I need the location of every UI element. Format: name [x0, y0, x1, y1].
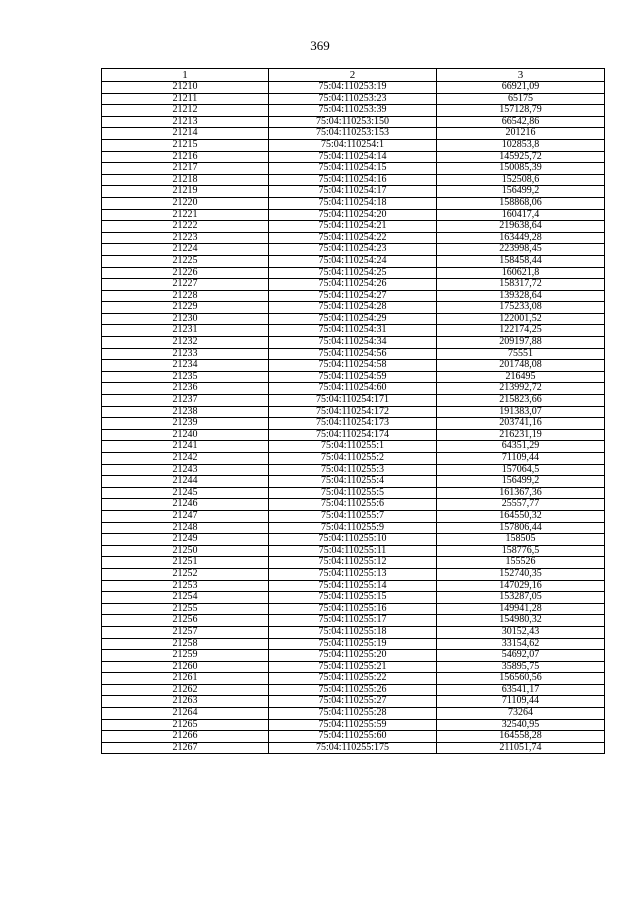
table-cell: 156499,2 — [437, 476, 605, 488]
table-cell: 21251 — [102, 557, 269, 569]
table-cell: 75:04:110254:20 — [269, 209, 437, 221]
table-cell: 21216 — [102, 151, 269, 163]
table-cell: 21245 — [102, 487, 269, 499]
table-cell: 75:04:110255:19 — [269, 638, 437, 650]
table-cell: 223998,45 — [437, 244, 605, 256]
table-cell: 21240 — [102, 429, 269, 441]
table-cell: 21231 — [102, 325, 269, 337]
table-row — [102, 290, 605, 302]
table-row — [102, 731, 605, 743]
table-cell: 75:04:110254:56 — [269, 348, 437, 360]
table-cell: 75:04:110255:10 — [269, 534, 437, 546]
table-row — [102, 383, 605, 395]
table-cell: 33154,62 — [437, 638, 605, 650]
table-cell: 75:04:110254:60 — [269, 383, 437, 395]
table-body — [102, 82, 605, 754]
table-row — [102, 673, 605, 685]
table-cell: 155526 — [437, 557, 605, 569]
table-cell: 75:04:110255:21 — [269, 661, 437, 673]
table-cell: 160417,4 — [437, 209, 605, 221]
table-cell: 157128,79 — [437, 105, 605, 117]
table-cell: 73264 — [437, 708, 605, 720]
table-cell: 158868,06 — [437, 197, 605, 209]
table-row — [102, 371, 605, 383]
table-row — [102, 128, 605, 140]
table-cell: 21253 — [102, 580, 269, 592]
table-cell: 75:04:110254:22 — [269, 232, 437, 244]
data-table — [101, 68, 605, 754]
table-cell: 21239 — [102, 418, 269, 430]
table-row — [102, 139, 605, 151]
table-cell: 21221 — [102, 209, 269, 221]
table-cell: 21229 — [102, 302, 269, 314]
table-cell: 21242 — [102, 453, 269, 465]
table-row — [102, 742, 605, 754]
table-cell: 154980,32 — [437, 615, 605, 627]
table-cell: 75:04:110255:6 — [269, 499, 437, 511]
table-cell: 75:04:110254:26 — [269, 279, 437, 291]
table-cell: 21249 — [102, 534, 269, 546]
table-cell: 75:04:110255:3 — [269, 464, 437, 476]
table-cell: 75:04:110255:16 — [269, 603, 437, 615]
table-cell: 75:04:110255:175 — [269, 742, 437, 754]
table-cell: 32540,95 — [437, 719, 605, 731]
table-cell: 21237 — [102, 395, 269, 407]
table-cell: 158317,72 — [437, 279, 605, 291]
table-row — [102, 476, 605, 488]
table-row — [102, 116, 605, 128]
table-cell: 153287,05 — [437, 592, 605, 604]
table-row — [102, 580, 605, 592]
table-cell: 35895,75 — [437, 661, 605, 673]
table-cell: 21254 — [102, 592, 269, 604]
table-cell: 152740,35 — [437, 568, 605, 580]
table-cell: 21227 — [102, 279, 269, 291]
table-cell: 21224 — [102, 244, 269, 256]
table-row — [102, 510, 605, 522]
table-row — [102, 487, 605, 499]
table-cell: 64351,29 — [437, 441, 605, 453]
table-cell: 191383,07 — [437, 406, 605, 418]
table-row — [102, 186, 605, 198]
table-cell: 75:04:110254:58 — [269, 360, 437, 372]
table-cell: 75:04:110254:16 — [269, 174, 437, 186]
table-cell: 75:04:110253:153 — [269, 128, 437, 140]
table-row — [102, 197, 605, 209]
table-cell: 21212 — [102, 105, 269, 117]
table-cell: 21222 — [102, 221, 269, 233]
table-cell: 21266 — [102, 731, 269, 743]
table-cell: 215823,66 — [437, 395, 605, 407]
column-header: 3 — [437, 69, 605, 82]
table-cell: 75:04:110255:17 — [269, 615, 437, 627]
table-cell: 21233 — [102, 348, 269, 360]
table-row — [102, 348, 605, 360]
table-cell: 21219 — [102, 186, 269, 198]
table-cell: 201748,08 — [437, 360, 605, 372]
table-cell: 21232 — [102, 337, 269, 349]
table-row — [102, 395, 605, 407]
table-cell: 21238 — [102, 406, 269, 418]
table-cell: 21223 — [102, 232, 269, 244]
table-cell: 122001,52 — [437, 313, 605, 325]
table-cell: 203741,16 — [437, 418, 605, 430]
table-cell: 156499,2 — [437, 186, 605, 198]
table-row — [102, 255, 605, 267]
table-row — [102, 708, 605, 720]
table-cell: 54692,07 — [437, 650, 605, 662]
table-cell: 75:04:110254:171 — [269, 395, 437, 407]
table-cell: 21235 — [102, 371, 269, 383]
table-cell: 102853,8 — [437, 139, 605, 151]
table-row — [102, 603, 605, 615]
table-cell: 66542,86 — [437, 116, 605, 128]
table-cell: 75:04:110253:39 — [269, 105, 437, 117]
table-row — [102, 244, 605, 256]
table-cell: 75:04:110255:11 — [269, 545, 437, 557]
table-cell: 75:04:110254:173 — [269, 418, 437, 430]
table-cell: 139328,64 — [437, 290, 605, 302]
table-row — [102, 557, 605, 569]
table-cell: 216231,19 — [437, 429, 605, 441]
table-row — [102, 221, 605, 233]
table-row — [102, 499, 605, 511]
table-cell: 75:04:110255:20 — [269, 650, 437, 662]
table-cell: 21246 — [102, 499, 269, 511]
table-cell: 75:04:110254:15 — [269, 163, 437, 175]
table-row — [102, 360, 605, 372]
table-cell: 201216 — [437, 128, 605, 140]
table-cell: 122174,25 — [437, 325, 605, 337]
table-row — [102, 337, 605, 349]
table-cell: 21210 — [102, 82, 269, 94]
table-cell: 75:04:110255:26 — [269, 684, 437, 696]
column-header: 2 — [269, 69, 437, 82]
table-cell: 21267 — [102, 742, 269, 754]
table-cell: 75:04:110254:28 — [269, 302, 437, 314]
table-cell: 21213 — [102, 116, 269, 128]
table-row — [102, 209, 605, 221]
table-cell: 158458,44 — [437, 255, 605, 267]
table-cell: 160621,8 — [437, 267, 605, 279]
table-cell: 21260 — [102, 661, 269, 673]
table-row — [102, 638, 605, 650]
table-row — [102, 534, 605, 546]
table-row — [102, 696, 605, 708]
table-row — [102, 163, 605, 175]
table-cell: 75:04:110253:19 — [269, 82, 437, 94]
table-cell: 75:04:110255:27 — [269, 696, 437, 708]
table-cell: 75:04:110255:5 — [269, 487, 437, 499]
table-cell: 75:04:110255:14 — [269, 580, 437, 592]
table-row — [102, 453, 605, 465]
table-cell: 164558,28 — [437, 731, 605, 743]
table-cell: 150085,39 — [437, 163, 605, 175]
table-cell: 21230 — [102, 313, 269, 325]
table-cell: 21244 — [102, 476, 269, 488]
table-cell: 75:04:110254:1 — [269, 139, 437, 151]
table-cell: 71109,44 — [437, 696, 605, 708]
table-cell: 147029,16 — [437, 580, 605, 592]
table-cell: 65175 — [437, 93, 605, 105]
table-cell: 75:04:110254:18 — [269, 197, 437, 209]
table-cell: 63541,17 — [437, 684, 605, 696]
table-cell: 75:04:110254:29 — [269, 313, 437, 325]
table-cell: 75:04:110255:59 — [269, 719, 437, 731]
table-row — [102, 592, 605, 604]
table-cell: 30152,43 — [437, 626, 605, 638]
table-cell: 75:04:110254:31 — [269, 325, 437, 337]
table-cell: 149941,28 — [437, 603, 605, 615]
table-cell: 21258 — [102, 638, 269, 650]
column-header: 1 — [102, 69, 269, 82]
table-cell: 21259 — [102, 650, 269, 662]
table-cell: 75:04:110255:18 — [269, 626, 437, 638]
table-cell: 75:04:110254:17 — [269, 186, 437, 198]
table-cell: 21220 — [102, 197, 269, 209]
table-cell: 21226 — [102, 267, 269, 279]
table-cell: 75:04:110254:24 — [269, 255, 437, 267]
table-row — [102, 626, 605, 638]
table-row — [102, 661, 605, 673]
table-cell: 75:04:110255:13 — [269, 568, 437, 580]
table-cell: 75:04:110255:12 — [269, 557, 437, 569]
table-row — [102, 406, 605, 418]
table-row — [102, 568, 605, 580]
table-cell: 75:04:110255:60 — [269, 731, 437, 743]
table-row — [102, 267, 605, 279]
table-cell: 75551 — [437, 348, 605, 360]
table-row — [102, 429, 605, 441]
table-row — [102, 325, 605, 337]
table-cell: 75:04:110255:22 — [269, 673, 437, 685]
table-cell: 209197,88 — [437, 337, 605, 349]
table-cell: 157064,5 — [437, 464, 605, 476]
table-cell: 158776,5 — [437, 545, 605, 557]
table-cell: 21214 — [102, 128, 269, 140]
table-row — [102, 93, 605, 105]
table-cell: 75:04:110254:14 — [269, 151, 437, 163]
table-row — [102, 719, 605, 731]
table-cell: 21255 — [102, 603, 269, 615]
table-cell: 75:04:110255:7 — [269, 510, 437, 522]
table-row — [102, 418, 605, 430]
table-row — [102, 545, 605, 557]
table-cell: 21261 — [102, 673, 269, 685]
table-cell: 163449,28 — [437, 232, 605, 244]
table-cell: 21265 — [102, 719, 269, 731]
table-cell: 158505 — [437, 534, 605, 546]
table-cell: 75:04:110253:23 — [269, 93, 437, 105]
table-cell: 21263 — [102, 696, 269, 708]
table-cell: 21211 — [102, 93, 269, 105]
table-cell: 213992,72 — [437, 383, 605, 395]
table-cell: 71109,44 — [437, 453, 605, 465]
table-header-row — [102, 69, 605, 82]
table-cell: 145925,72 — [437, 151, 605, 163]
table-row — [102, 82, 605, 94]
table-cell: 21264 — [102, 708, 269, 720]
table-cell: 75:04:110254:21 — [269, 221, 437, 233]
table-cell: 152508,6 — [437, 174, 605, 186]
table-cell: 21256 — [102, 615, 269, 627]
table-cell: 157806,44 — [437, 522, 605, 534]
table-cell: 75:04:110254:25 — [269, 267, 437, 279]
page-number: 369 — [310, 38, 330, 53]
table-row — [102, 464, 605, 476]
table-cell: 21218 — [102, 174, 269, 186]
table-cell: 21252 — [102, 568, 269, 580]
table-cell: 75:04:110253:150 — [269, 116, 437, 128]
table-row — [102, 279, 605, 291]
table-cell: 75:04:110254:27 — [269, 290, 437, 302]
table-cell: 21217 — [102, 163, 269, 175]
table-cell: 21248 — [102, 522, 269, 534]
table-row — [102, 174, 605, 186]
table-row — [102, 232, 605, 244]
table-cell: 75:04:110255:9 — [269, 522, 437, 534]
table-cell: 216495 — [437, 371, 605, 383]
table-cell: 75:04:110255:2 — [269, 453, 437, 465]
table-cell: 21250 — [102, 545, 269, 557]
table-cell: 175233,08 — [437, 302, 605, 314]
table-cell: 75:04:110254:174 — [269, 429, 437, 441]
table-cell: 21236 — [102, 383, 269, 395]
table-cell: 21228 — [102, 290, 269, 302]
table-cell: 21247 — [102, 510, 269, 522]
table-cell: 156560,56 — [437, 673, 605, 685]
table-row — [102, 615, 605, 627]
table-cell: 75:04:110254:34 — [269, 337, 437, 349]
table-cell: 75:04:110254:23 — [269, 244, 437, 256]
table-cell: 21241 — [102, 441, 269, 453]
table-cell: 75:04:110255:1 — [269, 441, 437, 453]
table-cell: 164550,32 — [437, 510, 605, 522]
table-cell: 21262 — [102, 684, 269, 696]
table-row — [102, 302, 605, 314]
table-cell: 75:04:110255:28 — [269, 708, 437, 720]
table-cell: 21234 — [102, 360, 269, 372]
table-cell: 211051,74 — [437, 742, 605, 754]
table-cell: 21225 — [102, 255, 269, 267]
table-cell: 21257 — [102, 626, 269, 638]
table-cell: 161367,36 — [437, 487, 605, 499]
table-cell: 21215 — [102, 139, 269, 151]
table-cell: 21243 — [102, 464, 269, 476]
table-row — [102, 650, 605, 662]
table-row — [102, 684, 605, 696]
table-cell: 75:04:110254:59 — [269, 371, 437, 383]
table-cell: 25557,77 — [437, 499, 605, 511]
table-row — [102, 313, 605, 325]
table-cell: 75:04:110255:4 — [269, 476, 437, 488]
table-cell: 75:04:110255:15 — [269, 592, 437, 604]
table-row — [102, 151, 605, 163]
table-cell: 75:04:110254:172 — [269, 406, 437, 418]
table-row — [102, 522, 605, 534]
table-row — [102, 441, 605, 453]
table-cell: 66921,09 — [437, 82, 605, 94]
table-row — [102, 105, 605, 117]
table-cell: 219638,64 — [437, 221, 605, 233]
